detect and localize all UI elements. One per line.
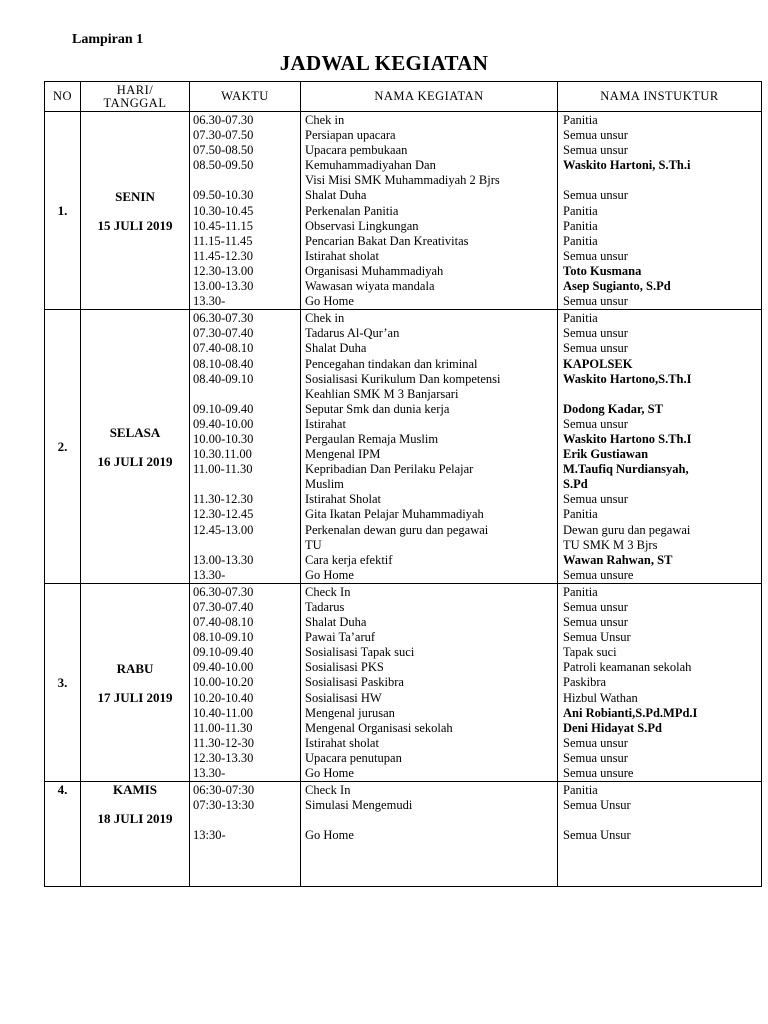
day-date-cell xyxy=(81,583,190,781)
instructor-name: Semua unsur xyxy=(563,615,628,630)
activity-name: Kemuhammadiyahan Dan xyxy=(305,158,436,173)
time-slot: 13.00-13.30 xyxy=(193,552,254,567)
day-name: SENIN xyxy=(115,188,155,204)
time-slot: 11.15-11.45 xyxy=(193,233,253,248)
header-tanggal: TANGGAL xyxy=(103,95,167,110)
instructor-name: Panitia xyxy=(563,584,598,599)
activity-name: Visi Misi SMK Muhammadiyah 2 Bjrs xyxy=(305,173,500,188)
day-date: 18 JULI 2019 xyxy=(97,811,173,827)
instructor-name: Semua unsur xyxy=(563,188,628,203)
time-slot: 07.50-08.50 xyxy=(193,143,254,158)
instructor-name: Semua unsur xyxy=(563,143,628,158)
instructor-name: TU SMK M 3 Bjrs xyxy=(563,537,658,552)
header-hari: HARI/ xyxy=(116,82,154,97)
instructor-name: Wawan Rahwan, ST xyxy=(563,552,673,567)
day-name: RABU xyxy=(116,660,154,676)
time-slot: 12.30-12.45 xyxy=(193,507,254,522)
day-date: 17 JULI 2019 xyxy=(97,689,173,705)
day-row xyxy=(45,112,762,310)
instruktur-cell xyxy=(558,782,762,886)
instructor-name: Semua unsur xyxy=(563,492,628,507)
activity-name: Cara kerja efektif xyxy=(305,552,393,567)
time-slot: 06.30-07.30 xyxy=(193,584,254,599)
activity-name: Observasi Lingkungan xyxy=(305,218,419,233)
row-number: 3. xyxy=(45,583,81,781)
day-date: 16 JULI 2019 xyxy=(97,453,173,469)
time-slot: 09.10-09.40 xyxy=(193,645,254,660)
activity-name: Perkenalan dewan guru dan pegawai xyxy=(305,522,489,537)
instructor-name: Hizbul Wathan xyxy=(563,690,638,705)
day-date-cell xyxy=(81,310,190,584)
activity-name: Shalat Duha xyxy=(305,341,367,356)
instructor-name: S.Pd xyxy=(563,477,588,492)
instructor-name: Semua unsur xyxy=(563,735,628,750)
instructor-name: Patroli keamanan sekolah xyxy=(563,660,692,675)
instructor-name: Semua unsure xyxy=(563,567,634,582)
waktu-cell xyxy=(190,310,301,584)
activity-name: Muslim xyxy=(305,477,344,492)
time-slot: 11.30-12-30 xyxy=(193,735,254,750)
instructor-name: Toto Kusmana xyxy=(563,263,642,278)
time-slot: 12.45-13.00 xyxy=(193,522,254,537)
time-slot xyxy=(190,538,300,553)
time-slot: 10.45-11.15 xyxy=(193,218,253,233)
instructor-name: Semua Unsur xyxy=(563,798,631,813)
time-slot: 10.30.11.00 xyxy=(193,447,252,462)
instructor-name: Semua Unsur xyxy=(563,828,631,843)
activity-name: Tadarus Al-Qur’an xyxy=(305,326,400,341)
activity-name: Upacara penutupan xyxy=(305,750,402,765)
activity-name: Go Home xyxy=(305,828,354,843)
instructor-name: Semua unsur xyxy=(563,128,628,143)
activity-name: TU xyxy=(305,537,322,552)
kegiatan-cell xyxy=(301,310,558,584)
activity-name: Pencegahan tindakan dan kriminal xyxy=(305,356,478,371)
instructor-name: Paskibra xyxy=(563,675,607,690)
kegiatan-cell xyxy=(301,782,558,886)
instructor-name: Semua unsur xyxy=(563,600,628,614)
instructor-name: Semua unsur xyxy=(563,294,628,309)
activity-name: Go Home xyxy=(305,567,354,582)
instructor-name: M.Taufiq Nurdiansyah, xyxy=(563,462,689,477)
time-slot: 11.30-12.30 xyxy=(193,492,253,507)
activity-name: Istirahat xyxy=(305,416,346,431)
day-row xyxy=(45,583,762,781)
instructor-name: Panitia xyxy=(563,507,598,522)
time-slot: 07.30-07.40 xyxy=(193,326,254,341)
time-slot: 07.40-08.10 xyxy=(193,341,254,356)
instructor-name: Waskito Hartoni, S.Th.i xyxy=(563,158,691,173)
activity-name: Istirahat sholat xyxy=(305,735,379,750)
activity-name: Chek in xyxy=(305,113,345,127)
instructor-name: Semua Unsur xyxy=(563,630,631,645)
waktu-cell xyxy=(190,583,301,781)
row-number: 4. xyxy=(45,782,81,886)
time-slot xyxy=(190,477,300,492)
page-title: JADWAL KEGIATAN xyxy=(279,51,489,75)
instruktur-cell xyxy=(558,583,762,781)
time-slot: 13:30- xyxy=(193,828,226,843)
instructor-name: Panitia xyxy=(563,783,598,798)
kegiatan-cell xyxy=(301,583,558,781)
instructor-name: Asep Sugianto, S.Pd xyxy=(563,279,671,294)
time-slot: 08.40-09.10 xyxy=(193,371,254,386)
activity-name: Shalat Duha xyxy=(305,615,367,630)
time-slot: 10.40-11.00 xyxy=(193,705,253,720)
time-slot: 09.10-09.40 xyxy=(193,401,254,416)
time-slot: 13.30- xyxy=(193,294,226,309)
time-slot: 11.00-11.30 xyxy=(193,720,253,735)
instructor-name: Semua unsur xyxy=(563,326,628,341)
day-row xyxy=(45,310,762,584)
time-slot: 13.00-13.30 xyxy=(193,279,254,294)
instructor-name: Dewan guru dan pegawai xyxy=(563,522,691,537)
instructor-name: Semua unsur xyxy=(563,341,628,356)
activity-name: Check In xyxy=(305,584,351,599)
day-name: SELASA xyxy=(109,424,161,440)
activity-name: Pergaulan Remaja Muslim xyxy=(305,431,439,446)
instructor-name: Waskito Hartono,S.Th.I xyxy=(563,371,692,386)
header-hari-tanggal xyxy=(81,82,190,112)
activity-name: Mengenal jurusan xyxy=(305,705,395,720)
day-date-cell xyxy=(81,112,190,310)
table-header-row xyxy=(45,82,762,112)
waktu-cell xyxy=(190,782,301,886)
instructor-name: KAPOLSEK xyxy=(563,356,633,371)
instructor-name: Erik Gustiawan xyxy=(563,447,649,462)
activity-name: Persiapan upacara xyxy=(305,128,396,143)
activity-name: Istirahat sholat xyxy=(305,248,379,263)
instructor-name xyxy=(558,173,761,188)
time-slot: 08.10-09.10 xyxy=(193,630,254,645)
time-slot: 06:30-07:30 xyxy=(193,783,255,798)
activity-name: Gita Ikatan Pelajar Muhammadiyah xyxy=(305,507,484,522)
time-slot: 13.30- xyxy=(193,567,226,582)
activity-name: Sosialisasi HW xyxy=(305,690,382,705)
header-kegiatan: NAMA KEGIATAN xyxy=(301,82,558,112)
time-slot xyxy=(190,387,300,402)
instructor-name xyxy=(558,387,761,402)
time-slot: 13.30- xyxy=(193,766,226,781)
instructor-name: Ani Robianti,S.Pd.MPd.I xyxy=(563,705,698,720)
time-slot: 08.50-09.50 xyxy=(193,158,254,173)
activity-name: Pencarian Bakat Dan Kreativitas xyxy=(305,233,469,248)
activity-name: Sosialisasi Tapak suci xyxy=(305,645,415,660)
instructor-name: Semua unsur xyxy=(563,248,628,263)
time-slot: 10.20-10.40 xyxy=(193,690,254,705)
header-instruktur: NAMA INSTUKTUR xyxy=(558,82,762,112)
time-slot: 11.45-12.30 xyxy=(193,248,253,263)
activity-name: Mengenal IPM xyxy=(305,447,381,462)
activity-name: Keahlian SMK M 3 Banjarsari xyxy=(305,386,459,401)
activity-name: Perkenalan Panitia xyxy=(305,203,399,218)
activity-name: Upacara pembukaan xyxy=(305,143,408,158)
time-slot: 10.30-10.45 xyxy=(193,203,254,218)
instructor-name: Semua unsure xyxy=(563,766,634,781)
instructor-name: Panitia xyxy=(563,233,598,248)
activity-name: Check In xyxy=(305,783,351,798)
activity-name: Sosialisasi Paskibra xyxy=(305,675,404,690)
instructor-name: Waskito Hartono S.Th.I xyxy=(563,431,692,446)
instructor-name: Semua unsur xyxy=(563,750,628,765)
activity-name: Simulasi Mengemudi xyxy=(305,798,413,813)
activity-name: Go Home xyxy=(305,294,354,309)
time-slot: 07.30-07.40 xyxy=(193,600,254,614)
instructor-name: Deni Hidayat S.Pd xyxy=(563,720,662,735)
activity-name: Organisasi Muhammadiyah xyxy=(305,263,444,278)
activity-name: Sosialisasi Kurikulum Dan kompetensi xyxy=(305,371,501,386)
instructor-name: Semua unsur xyxy=(563,416,628,431)
appendix-label: Lampiran 1 xyxy=(72,32,144,47)
time-slot: 10.00-10.20 xyxy=(193,675,254,690)
activity-name: Wawasan wiyata mandala xyxy=(305,279,435,294)
activity-name xyxy=(301,813,557,828)
activity-name: Mengenal Organisasi sekolah xyxy=(305,720,453,735)
waktu-cell xyxy=(190,112,301,310)
time-slot: 06.30-07.30 xyxy=(193,113,254,127)
day-row xyxy=(45,782,762,886)
activity-name: Istirahat Sholat xyxy=(305,492,382,507)
header-no: NO xyxy=(45,82,81,112)
instructor-name: Tapak suci xyxy=(563,645,617,660)
activity-name: Kepribadian Dan Perilaku Pelajar xyxy=(305,462,474,477)
time-slot: 09.50-10.30 xyxy=(193,188,254,203)
time-slot xyxy=(190,173,300,188)
time-slot: 08.10-08.40 xyxy=(193,356,254,371)
time-slot: 07.40-08.10 xyxy=(193,615,254,630)
kegiatan-cell xyxy=(301,112,558,310)
activity-name: Tadarus xyxy=(305,600,345,614)
instructor-name: Dodong Kadar, ST xyxy=(563,401,663,416)
instructor-name: Panitia xyxy=(563,113,598,127)
time-slot: 11.00-11.30 xyxy=(193,462,253,477)
row-number: 1. xyxy=(45,112,81,310)
time-slot: 12.30-13.30 xyxy=(193,750,254,765)
time-slot: 10.00-10.30 xyxy=(193,431,254,446)
instructor-name: Panitia xyxy=(563,311,598,326)
row-number: 2. xyxy=(45,310,81,584)
activity-name: Pawai Ta’aruf xyxy=(305,630,376,645)
time-slot: 09.40-10.00 xyxy=(193,416,254,431)
activity-name: Sosialisasi PKS xyxy=(305,660,384,675)
instructor-name: Panitia xyxy=(563,218,598,233)
time-slot: 09.40-10.00 xyxy=(193,660,254,675)
instructor-name xyxy=(558,813,761,828)
day-date-cell xyxy=(81,782,190,886)
activity-name: Shalat Duha xyxy=(305,188,367,203)
instruktur-cell xyxy=(558,310,762,584)
instructor-name: Panitia xyxy=(563,203,598,218)
day-date: 15 JULI 2019 xyxy=(97,217,173,233)
time-slot: 06.30-07.30 xyxy=(193,311,254,326)
schedule-table xyxy=(44,81,762,887)
day-name: KAMIS xyxy=(112,782,158,798)
time-slot xyxy=(190,813,300,828)
time-slot: 07:30-13:30 xyxy=(193,798,255,813)
activity-name: Seputar Smk dan dunia kerja xyxy=(305,401,450,416)
time-slot: 12.30-13.00 xyxy=(193,263,254,278)
header-waktu: WAKTU xyxy=(190,82,301,112)
activity-name: Go Home xyxy=(305,766,354,781)
activity-name: Chek in xyxy=(305,311,345,326)
instruktur-cell xyxy=(558,112,762,310)
time-slot: 07.30-07.50 xyxy=(193,128,254,143)
